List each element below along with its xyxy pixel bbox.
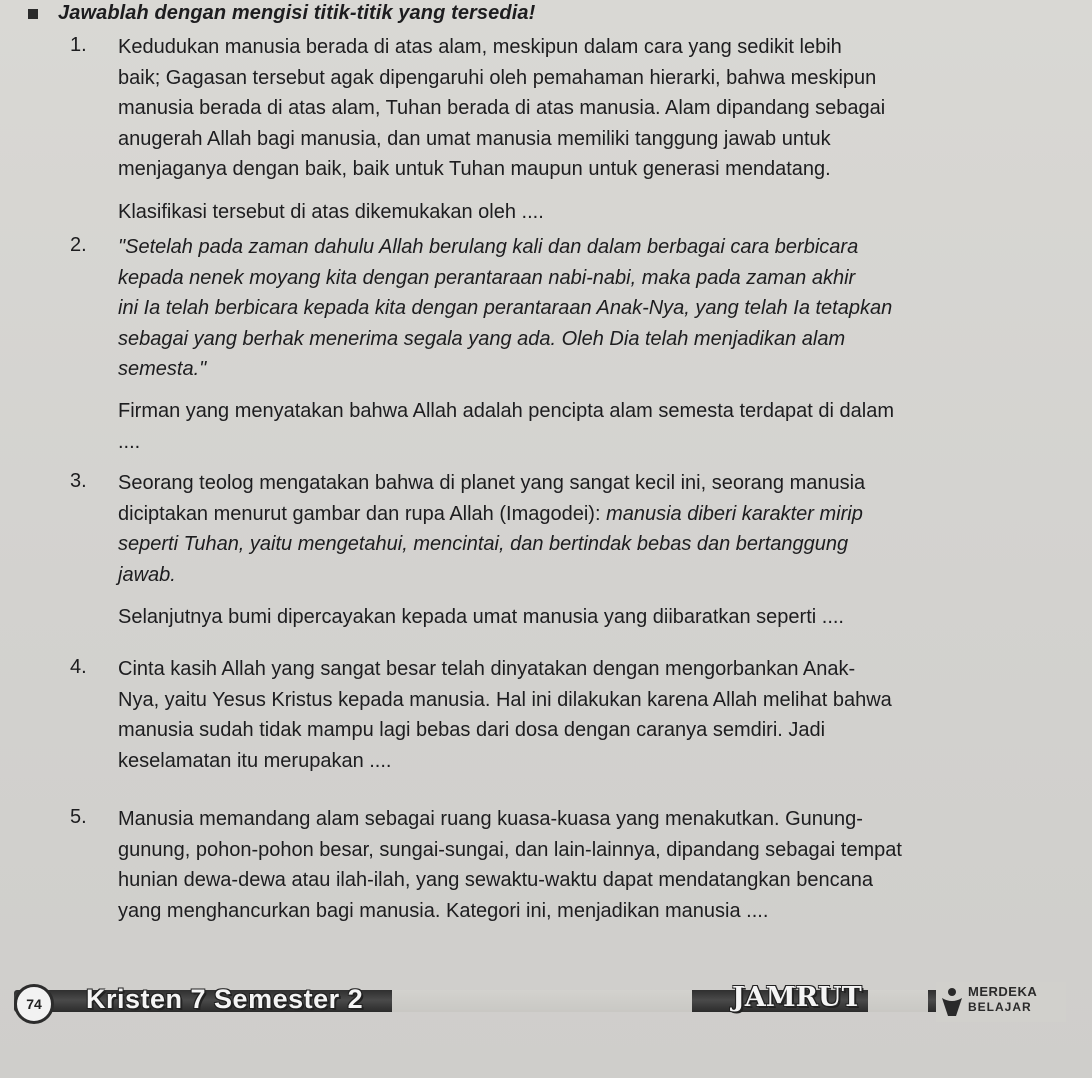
text-plain: diciptakan menurut gambar dan rupa Allah (Imagodei): <box>118 502 607 525</box>
page-footer <box>0 980 1092 1028</box>
question-prompt: Firman yang menyatakan bahwa Allah adalah pencipta alam semesta terdapat di dalam <box>118 400 895 422</box>
text-line: semesta." <box>118 358 207 380</box>
question-prompt: Selanjutnya bumi dipercayakan kepada umat manusia yang diibaratkan seperti .... <box>118 606 844 628</box>
text-line: manusia sudah tidak mampu lagi bebas dari dosa dengan caranya semdiri. Jadi <box>118 719 826 741</box>
question-prompt-block <box>118 396 1030 457</box>
text-line: jawab. <box>118 563 176 586</box>
text-line: "Setelah pada zaman dahulu Allah berulang kali dan dalam berbagai cara berbicara <box>118 236 859 258</box>
text-line: keselamatan itu merupakan .... <box>118 749 392 772</box>
text-italic: manusia diberi karakter mirip <box>606 502 863 525</box>
question-number: 5. <box>70 806 87 828</box>
question-number: 2. <box>70 234 87 256</box>
heading-bullet-icon <box>28 9 38 19</box>
text-line: anugerah Allah bagi manusia, dan umat manusia memiliki tanggung jawab untuk <box>118 127 831 150</box>
text-line: Cinta kasih Allah yang sangat besar telah dinyatakan dengan mengorbankan Anak- <box>118 658 856 680</box>
merdeka-belajar-logo-icon <box>938 986 966 1018</box>
footer-bar-gap <box>392 990 692 1012</box>
text-line: Seorang teolog mengatakan bahwa di planet yang sangat kecil ini, seorang manusia <box>118 472 866 494</box>
footer-bar-gap <box>868 990 928 1012</box>
section-heading <box>28 2 535 25</box>
question-body <box>118 654 1030 776</box>
text-line: hunian dewa-dewa atau ilah-ilah, yang sewaktu-waktu dapat mendatangkan bencana <box>118 869 873 891</box>
question-body <box>118 804 1030 926</box>
publisher-line-2: BELAJAR <box>968 1000 1032 1014</box>
text-line: Nya, yaitu Yesus Kristus kepada manusia. Hal ini dilakukan karena Allah melihat bahwa <box>118 688 892 711</box>
text-line: baik; Gagasan tersebut agak dipengaruhi oleh pemahaman hierarki, bahwa meskipun <box>118 66 877 89</box>
question-prompt: Klasifikasi tersebut di atas dikemukakan oleh .... <box>118 200 544 223</box>
text-line: gunung, pohon-pohon besar, sungai-sungai, dan lain-lainnya, dipandang sebagai tempat <box>118 838 902 861</box>
question-body <box>118 468 1030 633</box>
question-body <box>118 232 1030 385</box>
page-number: 74 <box>14 984 54 1024</box>
question-number: 3. <box>70 470 87 492</box>
text-line: Manusia memandang alam sebagai ruang kuasa-kuasa yang menakutkan. Gunung- <box>118 808 863 830</box>
text-line: ini Ia telah berbicara kepada kita dengan perantaraan Anak-Nya, yang telah Ia tetapkan <box>118 297 893 319</box>
text-line: menjaganya dengan baik, baik untuk Tuhan maupun untuk generasi mendatang. <box>118 158 831 180</box>
text-line: seperti Tuhan, yaitu mengetahui, mencintai, dan bertindak bebas dan bertanggung <box>118 533 849 555</box>
question-number: 1. <box>70 34 87 56</box>
publisher-badge <box>936 982 1066 1022</box>
question-number: 4. <box>70 656 87 678</box>
text-line: Kedudukan manusia berada di atas alam, meskipun dalam cara yang sedikit lebih <box>118 36 842 58</box>
text-line: yang menghancurkan bagi manusia. Kategori ini, menjadikan manusia .... <box>118 899 769 922</box>
publisher-line-1: MERDEKA <box>968 984 1038 999</box>
question-body <box>118 32 1030 227</box>
text-line: sebagai yang berhak menerima segala yang ada. Oleh Dia telah menjadikan alam <box>118 327 846 350</box>
text-line: kepada nenek moyang kita dengan perantaraan nabi-nabi, maka pada zaman akhir <box>118 266 856 289</box>
series-logo: JAMRUT <box>732 982 862 1013</box>
text-line: manusia berada di atas alam, Tuhan berada di atas manusia. Alam dipandang sebagai <box>118 97 886 119</box>
question-prompt-continued: .... <box>118 430 141 453</box>
heading-text: Jawablah dengan mengisi titik-titik yang tersedia! <box>58 2 536 24</box>
book-title: Kristen 7 Semester 2 <box>86 984 364 1014</box>
text-line <box>118 499 1030 530</box>
